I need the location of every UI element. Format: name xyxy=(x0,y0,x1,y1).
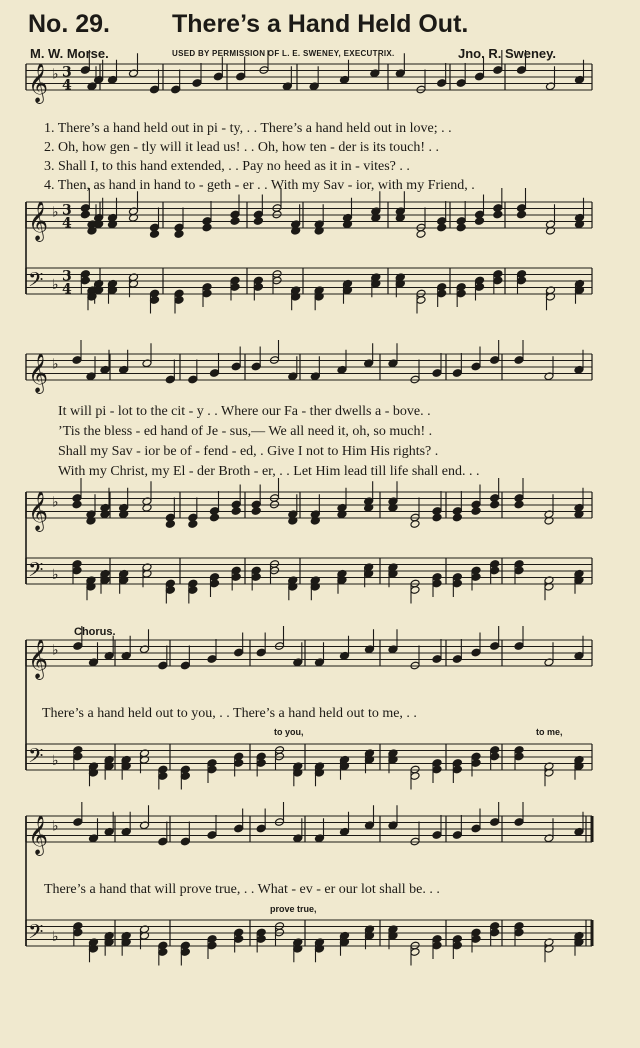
time-sig-top: 3 xyxy=(62,268,72,285)
bass-clef-icon: 𝄢 xyxy=(28,744,44,772)
flat-icon: ♭ xyxy=(52,642,59,659)
treble-clef-icon: 𝄞 xyxy=(28,201,49,241)
note-head xyxy=(474,217,484,226)
flat-icon: ♭ xyxy=(52,356,59,373)
bass-clef-icon: 𝄢 xyxy=(28,268,44,296)
verse-3-line-1: 3. Shall I, to this hand extended, . . Pay no heed as it in - vites? . . xyxy=(44,159,410,174)
note-head xyxy=(493,210,503,219)
time-sig-bottom: 4 xyxy=(62,281,72,298)
note-head xyxy=(456,223,466,232)
note-head xyxy=(202,223,212,232)
note-head xyxy=(490,500,500,509)
flat-icon: ♭ xyxy=(52,494,59,511)
note-head xyxy=(514,500,524,509)
flat-icon: ♭ xyxy=(52,66,59,83)
hymn-number: No. 29. xyxy=(28,10,110,38)
flat-icon: ♭ xyxy=(52,752,59,769)
chorus-echo-prove-true: prove true, xyxy=(270,904,317,914)
verse-3-line-2: Shall my Sav - ior be of - fend - ed, . Give I not to Him His rights? . xyxy=(58,444,439,459)
time-sig-top: 3 xyxy=(62,64,72,81)
note-head xyxy=(437,223,447,232)
note-head xyxy=(416,230,426,239)
flat-icon: ♭ xyxy=(52,928,59,945)
note-head xyxy=(516,210,526,219)
note-head xyxy=(452,513,462,522)
treble-clef-icon: 𝄞 xyxy=(28,491,49,531)
author-credit: Jno. R. Sweney. xyxy=(458,46,557,61)
composer-credit: M. W. Morse. xyxy=(30,46,109,61)
note-head xyxy=(188,520,198,529)
note-head xyxy=(174,230,184,239)
time-sig-bottom: 4 xyxy=(62,77,72,94)
verse-2-line-1: 2. Oh, how gen - tly will it lead us! . . Oh, how ten - der is its touch! . . xyxy=(44,140,440,155)
flat-icon: ♭ xyxy=(52,566,59,583)
note-head xyxy=(231,507,241,516)
treble-clef-icon: 𝄞 xyxy=(28,639,49,679)
note-head xyxy=(432,513,442,522)
note-head xyxy=(165,520,175,529)
time-sig-top: 3 xyxy=(62,202,72,219)
time-sig-bottom: 4 xyxy=(62,215,72,232)
note-head xyxy=(72,500,82,509)
verse-4-line-2: With my Christ, my El - der Broth - er, . . Let Him lead till life shall end. . . xyxy=(58,464,480,479)
note-head xyxy=(253,217,263,226)
note-head xyxy=(410,520,420,529)
flat-icon: ♭ xyxy=(52,276,59,293)
note-head xyxy=(149,230,159,239)
note-head xyxy=(209,513,219,522)
verse-1-line-2: It will pi - lot to the cit - y . . Where our Fa - ther dwells a - bove. . xyxy=(58,404,431,419)
note-head xyxy=(80,210,90,219)
flat-icon: ♭ xyxy=(52,818,59,835)
bass-clef-icon: 𝄢 xyxy=(28,920,44,948)
chorus-label: Chorus. xyxy=(74,626,116,638)
verse-4-line-1: 4. Then, as hand in hand to - geth - er . . With my Sav - ior, with my Friend, . xyxy=(44,178,475,193)
treble-clef-icon: 𝄞 xyxy=(28,63,49,103)
note-head xyxy=(251,507,261,516)
flat-icon: ♭ xyxy=(52,204,59,221)
chorus-line-2: There’s a hand that will prove true, . . What - ev - er our lot shall be. . . xyxy=(44,882,440,897)
chorus-line-1: There’s a hand held out to you, . . There’s a hand held out to me, . . xyxy=(42,706,417,721)
hymn-title: There’s a Hand Held Out. xyxy=(172,10,469,38)
verse-2-line-2: ’Tis the bless - ed hand of Je - sus,— We all need it, oh, so much! . xyxy=(58,424,433,439)
chorus-echo-to-you: to you, xyxy=(274,727,304,737)
bass-clef-icon: 𝄢 xyxy=(28,558,44,586)
note-head xyxy=(230,217,240,226)
chorus-echo-to-me: to me, xyxy=(536,727,563,737)
permission-notice: USED BY PERMISSION OF L. E. SWENEY, EXECUTRIX. xyxy=(172,49,395,58)
treble-clef-icon: 𝄞 xyxy=(28,815,49,855)
treble-clef-icon: 𝄞 xyxy=(28,353,49,393)
note-head xyxy=(471,507,481,516)
verse-1-line-1: 1. There’s a hand held out in pi - ty, . . There’s a hand held out in love; . . xyxy=(44,121,452,136)
